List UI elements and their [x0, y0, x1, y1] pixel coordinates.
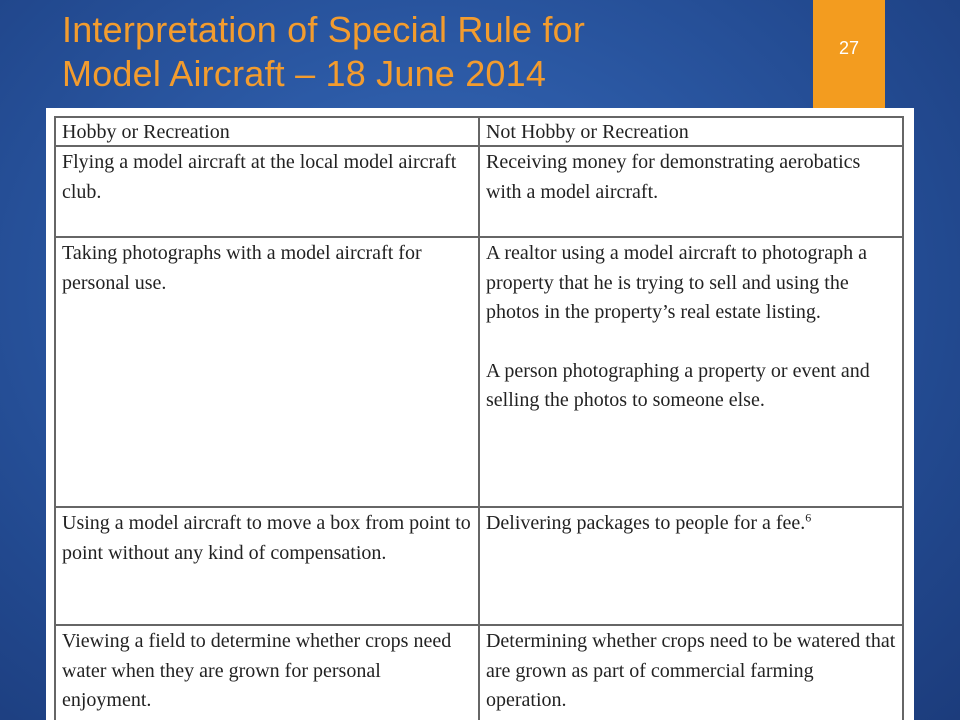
- cell-text: Determining whether crops need to be watered that are grown as part of commercial farming operation.: [485, 630, 896, 711]
- page-number: 27: [838, 38, 860, 58]
- table-row: [55, 146, 903, 237]
- slide-title: [62, 8, 782, 96]
- table-row: [55, 237, 903, 507]
- slide-title-line-1: Interpretation of Special Rule for: [62, 9, 586, 50]
- cell-text: A person photographing a property or event and selling the photos to someone else.: [485, 359, 870, 411]
- table-row: [55, 625, 903, 720]
- footnote-marker: 6: [805, 510, 812, 525]
- hobby-cell: [55, 146, 479, 237]
- cell-text: Receiving money for demonstrating aerobatics with a model aircraft.: [485, 151, 861, 203]
- not-hobby-cell: [479, 507, 903, 625]
- table-header-row: [55, 117, 903, 146]
- not-hobby-cell: [479, 146, 903, 237]
- cell-text: Viewing a field to determine whether crops need water when they are grown for personal enjoyment.: [62, 630, 452, 711]
- hobby-cell: [55, 507, 479, 625]
- cell-text: [486, 509, 896, 539]
- cell-text-body: Delivering packages to people for a fee.: [485, 512, 806, 534]
- slide-title-line-2: Model Aircraft – 18 June 2014: [62, 53, 547, 94]
- hobby-cell: [55, 625, 479, 720]
- not-hobby-cell: [479, 625, 903, 720]
- cell-text: Flying a model aircraft at the local model aircraft club.: [62, 151, 457, 203]
- table-image-panel: [46, 108, 914, 720]
- header-hobby: Hobby or Recreation: [55, 117, 479, 146]
- header-not-hobby: Not Hobby or Recreation: [479, 117, 903, 146]
- cell-text: A realtor using a model aircraft to photograph a property that he is trying to sell and using the photos in the property’s real estate listing.: [485, 242, 867, 323]
- page-number-tab: [813, 0, 885, 110]
- cell-text: Taking photographs with a model aircraft for personal use.: [62, 242, 422, 294]
- hobby-comparison-table: [54, 116, 904, 720]
- not-hobby-cell: [479, 237, 903, 507]
- table-row: [55, 507, 903, 625]
- cell-text: Using a model aircraft to move a box from point to point without any kind of compensation.: [62, 512, 471, 564]
- hobby-cell: [55, 237, 479, 507]
